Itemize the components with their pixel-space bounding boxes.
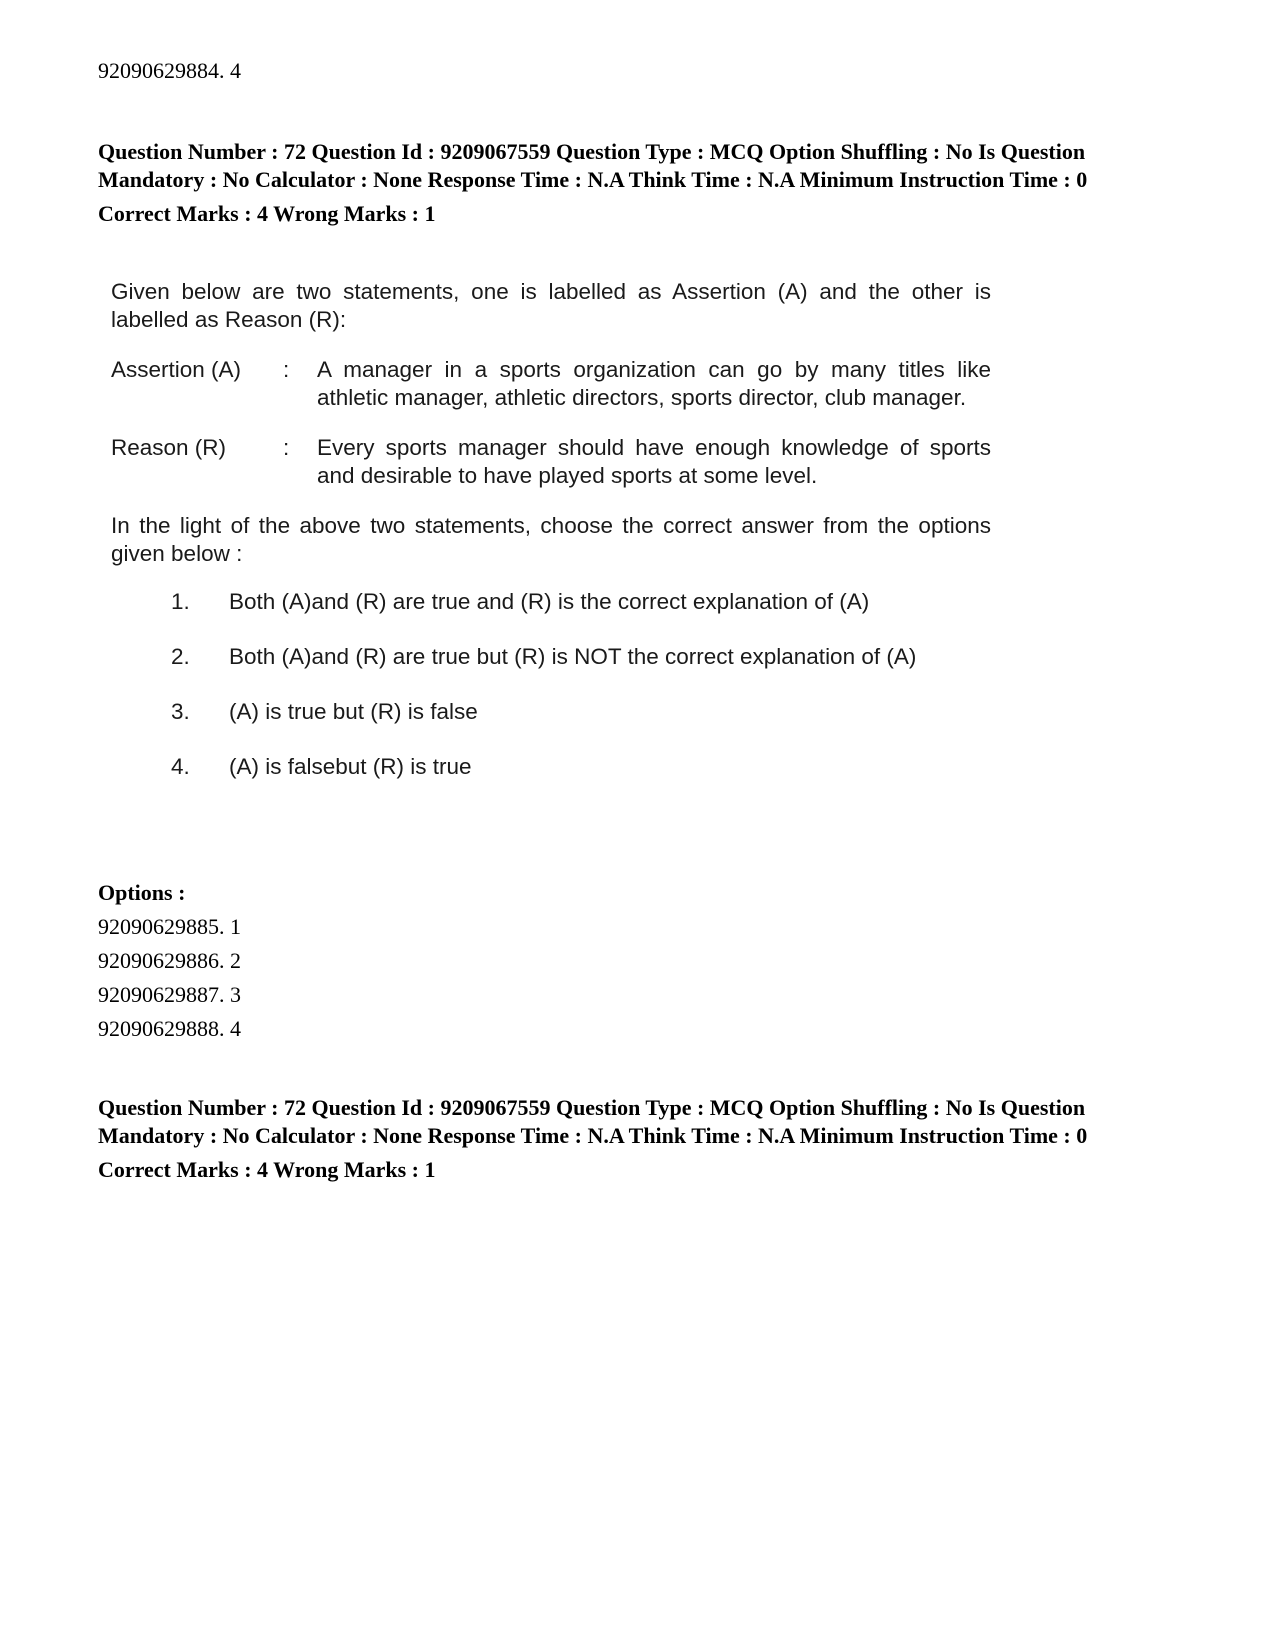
answer-choice: [171, 588, 991, 616]
choice-number: 2.: [171, 644, 190, 669]
question-image-text: [111, 278, 991, 808]
question-header: [98, 138, 1138, 228]
option-item: 92090629887. 3: [98, 982, 241, 1007]
reason-statement: [111, 434, 991, 490]
options-section: [98, 876, 241, 1046]
option-item: 92090629888. 4: [98, 1016, 241, 1041]
choice-number: 4.: [171, 754, 190, 779]
option-item: 92090629886. 2: [98, 948, 241, 973]
answer-choice: [171, 698, 991, 726]
reason-label: Reason (R): [111, 435, 227, 460]
assertion-label: Assertion (A): [111, 357, 242, 382]
question-prompt: In the light of the above two statements, choose the correct answer from the options given below :: [111, 513, 991, 566]
question-marks-line: Correct Marks : 4 Wrong Marks : 1: [98, 201, 436, 226]
choice-number: 1.: [171, 589, 190, 614]
options-list: [98, 910, 241, 1046]
question-intro: Given below are two statements, one is labelled as Assertion (A) and the other is labelled as Reason (R):: [111, 279, 991, 332]
choice-number: 3.: [171, 699, 190, 724]
answer-choices: [111, 588, 991, 781]
assertion-text: A manager in a sports organization can go by many titles like athletic manager, athletic directors, sports director, club manager.: [317, 357, 991, 410]
choice-text: Both (A)and (R) are true and (R) is the correct explanation of (A): [229, 589, 870, 614]
next-question-meta-line: Question Number : 72 Question Id : 9209067559 Question Type : MCQ Option Shuffling : No Is Question Mandatory : No Calculator : None Response Time : N.A Think Time : N.A Minimum Instruction Time : 0: [98, 1095, 1088, 1148]
options-title: Options :: [98, 880, 186, 905]
question-meta-line: Question Number : 72 Question Id : 9209067559 Question Type : MCQ Option Shuffling : No Is Question Mandatory : No Calculator : None Response Time : N.A Think Time : N.A Minimum Instruction Time : 0: [98, 139, 1088, 192]
choice-text: (A) is true but (R) is false: [229, 699, 478, 724]
assertion-separator: :: [283, 357, 290, 382]
reason-separator: :: [283, 435, 290, 460]
reason-text: Every sports manager should have enough knowledge of sports and desirable to have played sports at some level.: [317, 435, 991, 488]
answer-choice: [171, 643, 991, 671]
next-question-marks-line: Correct Marks : 4 Wrong Marks : 1: [98, 1157, 436, 1182]
assertion-statement: [111, 356, 991, 412]
answer-choice: [171, 753, 991, 781]
next-question-header: [98, 1094, 1138, 1184]
choice-text: Both (A)and (R) are true but (R) is NOT the correct explanation of (A): [229, 644, 917, 669]
option-item: 92090629885. 1: [98, 914, 241, 939]
choice-text: (A) is falsebut (R) is true: [229, 754, 472, 779]
previous-option-line: 92090629884. 4: [98, 58, 241, 83]
